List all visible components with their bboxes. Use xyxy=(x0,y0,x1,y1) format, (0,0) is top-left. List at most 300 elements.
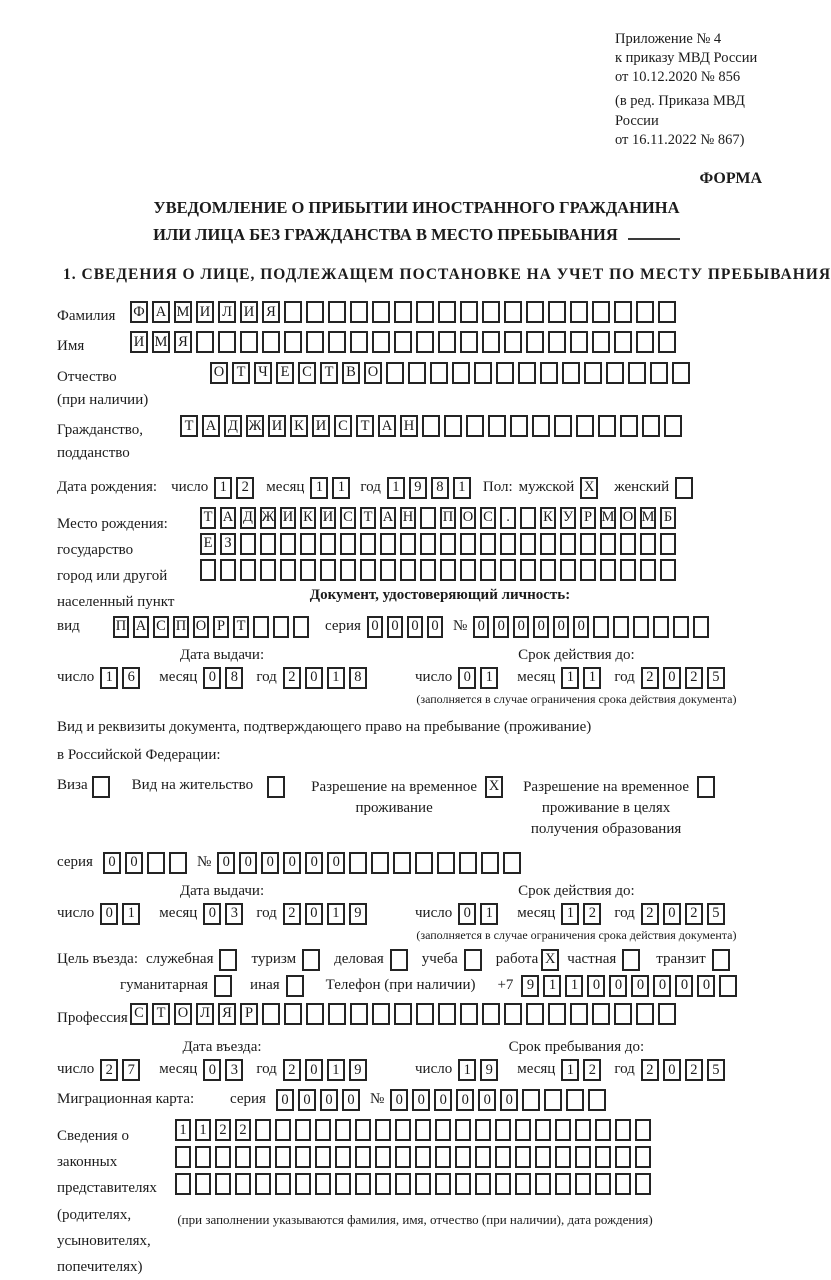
char-cell[interactable]: К xyxy=(290,415,308,437)
char-cell[interactable] xyxy=(375,1146,391,1168)
char-cell[interactable]: Н xyxy=(400,507,416,529)
char-cell[interactable] xyxy=(460,1003,478,1025)
char-cell[interactable] xyxy=(592,331,610,353)
char-cell[interactable]: 0 xyxy=(276,1089,294,1111)
char-cell[interactable]: С xyxy=(340,507,356,529)
char-cell[interactable] xyxy=(452,362,470,384)
char-cell[interactable] xyxy=(560,533,576,555)
char-cell[interactable]: 1 xyxy=(214,477,232,499)
char-cell[interactable]: М xyxy=(600,507,616,529)
char-cell[interactable]: Л xyxy=(196,1003,214,1025)
char-cell[interactable] xyxy=(175,1173,191,1195)
char-cell[interactable] xyxy=(350,331,368,353)
char-cell[interactable]: 7 xyxy=(122,1059,140,1081)
char-cell[interactable] xyxy=(600,533,616,555)
char-cell[interactable] xyxy=(660,559,676,581)
char-cell[interactable] xyxy=(400,559,416,581)
char-cell[interactable] xyxy=(595,1173,611,1195)
char-cell[interactable] xyxy=(284,1003,302,1025)
char-cell[interactable] xyxy=(540,559,556,581)
char-cell[interactable] xyxy=(218,331,236,353)
char-cell[interactable]: 5 xyxy=(707,1059,725,1081)
char-cell[interactable]: 1 xyxy=(327,667,345,689)
char-cell[interactable] xyxy=(350,301,368,323)
char-cell[interactable]: 9 xyxy=(349,1059,367,1081)
char-cell[interactable] xyxy=(295,1119,311,1141)
char-cell[interactable]: 9 xyxy=(349,903,367,925)
char-cell[interactable] xyxy=(430,362,448,384)
char-cell[interactable] xyxy=(460,559,476,581)
char-cell[interactable] xyxy=(195,1173,211,1195)
char-cell[interactable] xyxy=(460,331,478,353)
char-cell[interactable]: 9 xyxy=(480,1059,498,1081)
char-cell[interactable]: Т xyxy=(360,507,376,529)
char-cell[interactable] xyxy=(306,331,324,353)
char-cell[interactable]: 0 xyxy=(473,616,489,638)
char-cell[interactable] xyxy=(375,1173,391,1195)
char-cell[interactable] xyxy=(522,1089,540,1111)
char-cell[interactable]: Л xyxy=(218,301,236,323)
char-cell[interactable] xyxy=(515,1173,531,1195)
char-cell[interactable]: 0 xyxy=(553,616,569,638)
char-cell[interactable]: З xyxy=(220,533,236,555)
char-cell[interactable]: 0 xyxy=(239,852,257,874)
char-cell[interactable] xyxy=(480,533,496,555)
char-cell[interactable]: Е xyxy=(276,362,294,384)
char-cell[interactable]: 2 xyxy=(283,667,301,689)
char-cell[interactable] xyxy=(320,559,336,581)
char-cell[interactable] xyxy=(416,331,434,353)
char-cell[interactable] xyxy=(620,533,636,555)
temp-permit-checkbox[interactable]: X xyxy=(485,776,503,798)
char-cell[interactable] xyxy=(395,1119,411,1141)
char-cell[interactable] xyxy=(295,1173,311,1195)
char-cell[interactable]: 1 xyxy=(327,903,345,925)
char-cell[interactable] xyxy=(260,533,276,555)
char-cell[interactable] xyxy=(510,415,528,437)
char-cell[interactable]: 1 xyxy=(453,477,471,499)
char-cell[interactable] xyxy=(555,1173,571,1195)
char-cell[interactable] xyxy=(595,1119,611,1141)
other-checkbox[interactable] xyxy=(286,975,304,997)
char-cell[interactable]: 2 xyxy=(100,1059,118,1081)
char-cell[interactable] xyxy=(328,331,346,353)
char-cell[interactable]: С xyxy=(480,507,496,529)
char-cell[interactable]: 2 xyxy=(641,1059,659,1081)
char-cell[interactable] xyxy=(548,331,566,353)
char-cell[interactable] xyxy=(576,415,594,437)
char-cell[interactable] xyxy=(475,1119,491,1141)
char-cell[interactable] xyxy=(575,1173,591,1195)
char-cell[interactable]: 2 xyxy=(236,477,254,499)
char-cell[interactable]: И xyxy=(196,301,214,323)
char-cell[interactable]: 9 xyxy=(409,477,427,499)
char-cell[interactable] xyxy=(372,331,390,353)
char-cell[interactable] xyxy=(548,301,566,323)
char-cell[interactable] xyxy=(360,533,376,555)
char-cell[interactable] xyxy=(306,301,324,323)
char-cell[interactable] xyxy=(438,301,456,323)
char-cell[interactable] xyxy=(584,362,602,384)
char-cell[interactable] xyxy=(372,1003,390,1025)
char-cell[interactable]: 8 xyxy=(431,477,449,499)
char-cell[interactable] xyxy=(372,301,390,323)
char-cell[interactable]: А xyxy=(378,415,396,437)
char-cell[interactable]: О xyxy=(620,507,636,529)
char-cell[interactable]: 2 xyxy=(235,1119,251,1141)
char-cell[interactable]: 1 xyxy=(100,667,118,689)
char-cell[interactable] xyxy=(438,1003,456,1025)
char-cell[interactable]: Ж xyxy=(260,507,276,529)
char-cell[interactable] xyxy=(444,415,462,437)
char-cell[interactable]: Ч xyxy=(254,362,272,384)
char-cell[interactable] xyxy=(535,1173,551,1195)
char-cell[interactable]: Т xyxy=(180,415,198,437)
char-cell[interactable] xyxy=(633,616,649,638)
char-cell[interactable]: О xyxy=(364,362,382,384)
char-cell[interactable] xyxy=(570,1003,588,1025)
official-checkbox[interactable] xyxy=(219,949,237,971)
char-cell[interactable] xyxy=(482,301,500,323)
char-cell[interactable] xyxy=(328,1003,346,1025)
char-cell[interactable] xyxy=(196,331,214,353)
char-cell[interactable] xyxy=(280,559,296,581)
char-cell[interactable] xyxy=(503,852,521,874)
char-cell[interactable] xyxy=(526,331,544,353)
char-cell[interactable]: 2 xyxy=(283,1059,301,1081)
char-cell[interactable]: И xyxy=(312,415,330,437)
char-cell[interactable] xyxy=(215,1146,231,1168)
char-cell[interactable] xyxy=(328,301,346,323)
char-cell[interactable]: 6 xyxy=(122,667,140,689)
char-cell[interactable]: 2 xyxy=(583,903,601,925)
char-cell[interactable]: П xyxy=(173,616,189,638)
char-cell[interactable] xyxy=(526,301,544,323)
char-cell[interactable] xyxy=(200,559,216,581)
char-cell[interactable] xyxy=(480,559,496,581)
char-cell[interactable]: М xyxy=(152,331,170,353)
char-cell[interactable]: 2 xyxy=(685,667,703,689)
char-cell[interactable] xyxy=(415,1119,431,1141)
char-cell[interactable]: 0 xyxy=(675,975,693,997)
char-cell[interactable] xyxy=(459,852,477,874)
char-cell[interactable]: 0 xyxy=(327,852,345,874)
char-cell[interactable] xyxy=(386,362,404,384)
char-cell[interactable]: Р xyxy=(213,616,229,638)
char-cell[interactable]: 1 xyxy=(480,903,498,925)
char-cell[interactable]: 0 xyxy=(320,1089,338,1111)
char-cell[interactable] xyxy=(253,616,269,638)
char-cell[interactable] xyxy=(635,1146,651,1168)
char-cell[interactable] xyxy=(420,559,436,581)
char-cell[interactable]: А xyxy=(133,616,149,638)
visa-checkbox[interactable] xyxy=(92,776,110,798)
char-cell[interactable]: 2 xyxy=(685,1059,703,1081)
char-cell[interactable] xyxy=(280,533,296,555)
char-cell[interactable]: А xyxy=(220,507,236,529)
char-cell[interactable] xyxy=(575,1146,591,1168)
char-cell[interactable]: Т xyxy=(232,362,250,384)
char-cell[interactable] xyxy=(615,1173,631,1195)
char-cell[interactable] xyxy=(349,852,367,874)
char-cell[interactable] xyxy=(395,1146,411,1168)
char-cell[interactable] xyxy=(495,1146,511,1168)
char-cell[interactable]: А xyxy=(152,301,170,323)
char-cell[interactable]: Е xyxy=(200,533,216,555)
char-cell[interactable] xyxy=(440,533,456,555)
char-cell[interactable]: 1 xyxy=(332,477,350,499)
char-cell[interactable]: М xyxy=(640,507,656,529)
char-cell[interactable] xyxy=(306,1003,324,1025)
char-cell[interactable]: 2 xyxy=(641,667,659,689)
char-cell[interactable]: 0 xyxy=(458,903,476,925)
char-cell[interactable] xyxy=(518,362,536,384)
char-cell[interactable]: 1 xyxy=(122,903,140,925)
char-cell[interactable] xyxy=(273,616,289,638)
char-cell[interactable] xyxy=(455,1173,471,1195)
char-cell[interactable] xyxy=(540,533,556,555)
char-cell[interactable]: 8 xyxy=(225,667,243,689)
char-cell[interactable]: 0 xyxy=(587,975,605,997)
char-cell[interactable] xyxy=(340,533,356,555)
char-cell[interactable] xyxy=(520,507,536,529)
char-cell[interactable] xyxy=(540,362,558,384)
char-cell[interactable]: 0 xyxy=(456,1089,474,1111)
char-cell[interactable] xyxy=(495,1173,511,1195)
char-cell[interactable]: К xyxy=(540,507,556,529)
char-cell[interactable] xyxy=(394,331,412,353)
char-cell[interactable] xyxy=(482,1003,500,1025)
char-cell[interactable] xyxy=(614,331,632,353)
char-cell[interactable] xyxy=(526,1003,544,1025)
char-cell[interactable]: 0 xyxy=(203,903,221,925)
char-cell[interactable] xyxy=(515,1119,531,1141)
female-checkbox[interactable] xyxy=(675,477,693,499)
char-cell[interactable] xyxy=(555,1119,571,1141)
char-cell[interactable] xyxy=(560,559,576,581)
char-cell[interactable] xyxy=(474,362,492,384)
char-cell[interactable]: Я xyxy=(218,1003,236,1025)
char-cell[interactable]: 2 xyxy=(641,903,659,925)
char-cell[interactable]: С xyxy=(130,1003,148,1025)
char-cell[interactable]: 0 xyxy=(203,1059,221,1081)
char-cell[interactable]: 8 xyxy=(349,667,367,689)
char-cell[interactable] xyxy=(435,1173,451,1195)
char-cell[interactable] xyxy=(658,301,676,323)
char-cell[interactable]: А xyxy=(202,415,220,437)
char-cell[interactable]: 2 xyxy=(215,1119,231,1141)
char-cell[interactable]: 0 xyxy=(697,975,715,997)
char-cell[interactable] xyxy=(315,1146,331,1168)
char-cell[interactable] xyxy=(284,301,302,323)
char-cell[interactable] xyxy=(235,1146,251,1168)
char-cell[interactable]: О xyxy=(174,1003,192,1025)
char-cell[interactable] xyxy=(600,559,616,581)
char-cell[interactable] xyxy=(335,1173,351,1195)
char-cell[interactable] xyxy=(260,559,276,581)
char-cell[interactable]: Д xyxy=(240,507,256,529)
char-cell[interactable] xyxy=(275,1146,291,1168)
char-cell[interactable] xyxy=(420,507,436,529)
char-cell[interactable] xyxy=(548,1003,566,1025)
char-cell[interactable]: Д xyxy=(224,415,242,437)
char-cell[interactable]: С xyxy=(334,415,352,437)
char-cell[interactable]: 1 xyxy=(175,1119,191,1141)
char-cell[interactable] xyxy=(335,1146,351,1168)
char-cell[interactable] xyxy=(673,616,689,638)
char-cell[interactable] xyxy=(660,533,676,555)
char-cell[interactable]: И xyxy=(240,301,258,323)
char-cell[interactable] xyxy=(355,1173,371,1195)
char-cell[interactable] xyxy=(400,533,416,555)
char-cell[interactable]: 0 xyxy=(427,616,443,638)
char-cell[interactable]: О xyxy=(210,362,228,384)
char-cell[interactable]: Т xyxy=(152,1003,170,1025)
char-cell[interactable] xyxy=(535,1119,551,1141)
char-cell[interactable] xyxy=(440,559,456,581)
char-cell[interactable] xyxy=(481,852,499,874)
char-cell[interactable] xyxy=(515,1146,531,1168)
char-cell[interactable]: Ж xyxy=(246,415,264,437)
business-checkbox[interactable] xyxy=(390,949,408,971)
char-cell[interactable] xyxy=(255,1119,271,1141)
char-cell[interactable] xyxy=(650,362,668,384)
char-cell[interactable] xyxy=(642,415,660,437)
char-cell[interactable]: 0 xyxy=(513,616,529,638)
char-cell[interactable]: . xyxy=(500,507,516,529)
char-cell[interactable]: 0 xyxy=(305,903,323,925)
char-cell[interactable] xyxy=(375,1119,391,1141)
char-cell[interactable]: 0 xyxy=(100,903,118,925)
char-cell[interactable] xyxy=(595,1146,611,1168)
char-cell[interactable] xyxy=(355,1119,371,1141)
char-cell[interactable]: 5 xyxy=(707,903,725,925)
char-cell[interactable] xyxy=(466,415,484,437)
char-cell[interactable]: Р xyxy=(240,1003,258,1025)
char-cell[interactable]: 1 xyxy=(561,667,579,689)
char-cell[interactable] xyxy=(408,362,426,384)
char-cell[interactable] xyxy=(255,1146,271,1168)
char-cell[interactable] xyxy=(606,362,624,384)
char-cell[interactable] xyxy=(416,301,434,323)
char-cell[interactable] xyxy=(580,559,596,581)
work-checkbox[interactable]: X xyxy=(541,949,559,971)
char-cell[interactable] xyxy=(475,1146,491,1168)
char-cell[interactable]: 0 xyxy=(663,1059,681,1081)
char-cell[interactable]: 0 xyxy=(367,616,383,638)
char-cell[interactable] xyxy=(719,975,737,997)
char-cell[interactable] xyxy=(636,331,654,353)
study-checkbox[interactable] xyxy=(464,949,482,971)
char-cell[interactable]: У xyxy=(560,507,576,529)
char-cell[interactable] xyxy=(653,616,669,638)
char-cell[interactable]: 0 xyxy=(412,1089,430,1111)
char-cell[interactable]: 0 xyxy=(493,616,509,638)
char-cell[interactable] xyxy=(636,1003,654,1025)
char-cell[interactable] xyxy=(175,1146,191,1168)
char-cell[interactable] xyxy=(438,331,456,353)
char-cell[interactable]: 1 xyxy=(195,1119,211,1141)
char-cell[interactable] xyxy=(420,533,436,555)
char-cell[interactable] xyxy=(240,559,256,581)
char-cell[interactable]: 0 xyxy=(573,616,589,638)
char-cell[interactable]: П xyxy=(440,507,456,529)
char-cell[interactable] xyxy=(658,331,676,353)
char-cell[interactable]: 0 xyxy=(305,667,323,689)
char-cell[interactable]: Р xyxy=(580,507,596,529)
char-cell[interactable] xyxy=(520,533,536,555)
char-cell[interactable] xyxy=(598,415,616,437)
char-cell[interactable]: 0 xyxy=(305,852,323,874)
char-cell[interactable] xyxy=(672,362,690,384)
char-cell[interactable]: Б xyxy=(660,507,676,529)
char-cell[interactable] xyxy=(275,1173,291,1195)
char-cell[interactable] xyxy=(615,1146,631,1168)
char-cell[interactable]: 0 xyxy=(342,1089,360,1111)
char-cell[interactable] xyxy=(240,533,256,555)
char-cell[interactable] xyxy=(262,331,280,353)
char-cell[interactable] xyxy=(275,1119,291,1141)
char-cell[interactable]: 1 xyxy=(458,1059,476,1081)
char-cell[interactable]: 2 xyxy=(283,903,301,925)
char-cell[interactable] xyxy=(554,415,572,437)
char-cell[interactable]: Т xyxy=(356,415,374,437)
char-cell[interactable] xyxy=(394,1003,412,1025)
char-cell[interactable] xyxy=(504,1003,522,1025)
char-cell[interactable] xyxy=(355,1146,371,1168)
char-cell[interactable]: 1 xyxy=(561,903,579,925)
char-cell[interactable] xyxy=(500,533,516,555)
char-cell[interactable] xyxy=(614,1003,632,1025)
char-cell[interactable] xyxy=(300,559,316,581)
char-cell[interactable] xyxy=(435,1119,451,1141)
char-cell[interactable]: 0 xyxy=(125,852,143,874)
char-cell[interactable] xyxy=(535,1146,551,1168)
char-cell[interactable] xyxy=(504,331,522,353)
char-cell[interactable]: 0 xyxy=(407,616,423,638)
char-cell[interactable] xyxy=(415,852,433,874)
char-cell[interactable] xyxy=(570,301,588,323)
char-cell[interactable] xyxy=(395,1173,411,1195)
char-cell[interactable]: С xyxy=(153,616,169,638)
male-checkbox[interactable]: X xyxy=(580,477,598,499)
char-cell[interactable]: Т xyxy=(200,507,216,529)
char-cell[interactable] xyxy=(215,1173,231,1195)
char-cell[interactable] xyxy=(169,852,187,874)
char-cell[interactable] xyxy=(320,533,336,555)
char-cell[interactable]: Т xyxy=(233,616,249,638)
char-cell[interactable] xyxy=(455,1119,471,1141)
char-cell[interactable] xyxy=(636,301,654,323)
char-cell[interactable] xyxy=(593,616,609,638)
char-cell[interactable]: 3 xyxy=(225,903,243,925)
char-cell[interactable]: 1 xyxy=(327,1059,345,1081)
char-cell[interactable]: 0 xyxy=(609,975,627,997)
char-cell[interactable] xyxy=(520,559,536,581)
char-cell[interactable] xyxy=(620,559,636,581)
char-cell[interactable] xyxy=(482,331,500,353)
char-cell[interactable]: 0 xyxy=(663,667,681,689)
char-cell[interactable] xyxy=(416,1003,434,1025)
char-cell[interactable]: 0 xyxy=(434,1089,452,1111)
char-cell[interactable]: 0 xyxy=(283,852,301,874)
char-cell[interactable] xyxy=(488,415,506,437)
char-cell[interactable] xyxy=(435,1146,451,1168)
char-cell[interactable] xyxy=(147,852,165,874)
char-cell[interactable] xyxy=(544,1089,562,1111)
char-cell[interactable]: Н xyxy=(400,415,418,437)
char-cell[interactable]: 0 xyxy=(663,903,681,925)
